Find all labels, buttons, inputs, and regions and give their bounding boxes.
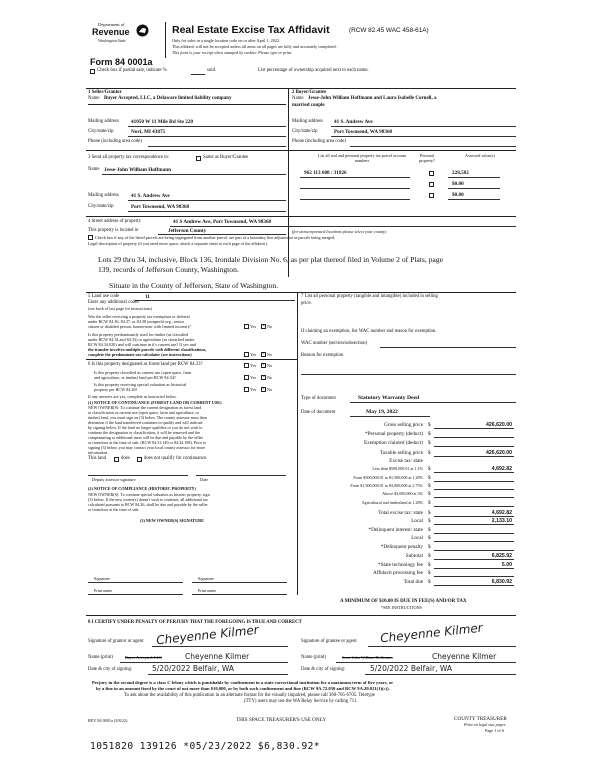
deputy-signature-label: Deputy assessor signature <box>92 477 136 482</box>
minimum-due-note: A MINIMUM OF $10.00 IS DUE IN FEE(S) AND/OR TAX <box>340 599 467 604</box>
currency-symbol: $ <box>428 570 431 576</box>
buyer-city: Port Townsend, WA 98368 <box>334 129 393 135</box>
historic-question: property per RCW 84.26? <box>94 387 138 392</box>
yes-label: Yes <box>250 363 257 368</box>
tax-corr-label: 3 Send all property tax correspondence to: <box>88 155 170 160</box>
calc-label: *Delinquent interest: state <box>368 527 423 533</box>
currency-symbol: $ <box>428 431 431 437</box>
document-date-label: Date of document <box>301 410 336 415</box>
calc-label: *Personal property (deduct) <box>365 431 423 437</box>
grantee-signature-label: Signature of grantee or agent <box>301 639 357 644</box>
currency-symbol: $ <box>428 544 431 550</box>
treasurer-use-only: THIS SPACE TREASURER'S USE ONLY <box>236 717 327 723</box>
partial-sale-sold: sold. <box>207 68 217 73</box>
tax-corr-mailing-label: Mailing address <box>88 193 119 198</box>
signature-label-2: Signature <box>198 576 215 581</box>
currency-symbol: $ <box>428 553 431 559</box>
grantee-name-print-label: Name (print) <box>301 655 326 660</box>
print-name-label-2: Print name <box>198 588 217 593</box>
personal-property-checkbox[interactable] <box>429 171 434 176</box>
document-date: May 19, 2022 <box>366 409 398 415</box>
forest-yes-checkbox[interactable] <box>244 363 249 368</box>
currency-symbol: $ <box>428 579 431 585</box>
grantor-name-struck: Buyer Accepted, LLC <box>125 655 162 660</box>
unincorporated-note: (for unincorporated locations please select your county) <box>292 229 387 234</box>
seller-mailing-label: Mailing address <box>88 119 119 124</box>
grantor-name-print: Cheyenne Kilmer <box>185 652 250 661</box>
buyer-phone-label: Phone (including area code) <box>292 139 346 144</box>
forest-no-checkbox[interactable]: × <box>262 363 265 368</box>
current-use-no-checkbox[interactable]: × <box>262 375 265 380</box>
calc-amount: 426,620.00 <box>486 422 512 428</box>
notice1-title: (1) NOTICE OF CONTINUANCE (FOREST LAND OR CURRENT USE) <box>88 400 222 405</box>
currency-symbol: $ <box>428 491 431 497</box>
personal-property-checkbox[interactable] <box>429 182 434 187</box>
calc-label: Total excise tax: state <box>378 510 423 516</box>
historic-question: Is this property receiving special valuation as historical <box>94 382 187 387</box>
calc-amount: 4,692.82 <box>491 466 512 472</box>
perjury-line1: Perjury in the second degree is a class C felony which is punishable by confinement in a state correctional institution for a maximum term of five years, or <box>92 680 394 685</box>
buyer-name-label: Name <box>292 96 304 101</box>
currency-symbol: $ <box>428 535 431 541</box>
grantee-signature: Cheyenne Kilmer <box>379 620 484 646</box>
partial-sale-checkbox[interactable] <box>90 69 95 74</box>
this-land-label: This land <box>88 456 106 461</box>
agency-line1: Department of <box>98 22 125 27</box>
notice2-line: NEW OWNER(S): To continue special valuation as historic property, sign <box>88 492 210 497</box>
calc-label: Less than $500,000.01 at 1.1% <box>372 466 423 471</box>
answer-note: If any answers are yes, complete as instructed below. <box>88 394 177 399</box>
notice1-line: NEW OWNER(S): To continue the current designation as forest land <box>88 405 202 410</box>
exemption-question: citizen or disabled person, homeowner with limited income)? <box>88 324 191 329</box>
calc-amount: 426,620.00 <box>486 450 512 456</box>
calc-label: Exemption claimed (deduct) <box>363 440 423 446</box>
legal-paper-note: Print on legal size paper. <box>464 722 506 727</box>
located-in-label: This property is located in <box>88 228 139 233</box>
tax-corr-name-label: Name <box>88 167 100 172</box>
calc-amount: 4,692.82 <box>491 510 512 516</box>
no-label: No <box>267 387 273 392</box>
legal-description-label: Legal description of property (if you need more space, attach a separate sheet to each page of the affidavit). <box>88 241 268 246</box>
wac-number-label: WAC number (section/subsection) <box>301 341 368 346</box>
timber-question: under RCW 84.34 and 84.33) or agriculture (as classified under <box>88 337 195 342</box>
historic-yes-checkbox[interactable] <box>244 387 249 392</box>
notice1-line: signing (3) below, you may contact your local county assessor for more <box>88 445 206 450</box>
washington-seal-icon <box>136 24 149 37</box>
tax-corr-name: Jesse-John William Hoffmann <box>104 167 171 173</box>
instruction-1: Only for sales in a single location code on or after April 1, 2022. <box>172 38 281 43</box>
yes-label: Yes <box>250 324 257 329</box>
document-type-label: Type of document <box>301 396 336 401</box>
form-number: Form 84 0001a <box>90 57 153 67</box>
buyer-section-label: 2 Buyer/Grantee <box>292 90 327 95</box>
county: Jefferson County <box>168 228 207 234</box>
currency-symbol: $ <box>428 527 431 533</box>
calc-label: *Delinquent penalty <box>380 544 423 550</box>
alt-format-note: To ask about the availability of this publication in an alternate format for the visually impaired, please call 360-705-6705. Teletype <box>124 693 375 698</box>
personal-property-checkbox[interactable] <box>429 193 434 198</box>
legal-description-line2: 139, records of Jefferson County, Washington. <box>98 265 239 274</box>
currency-symbol: $ <box>428 500 431 506</box>
parcel-header-assessed: Assessed value(s) <box>465 153 495 158</box>
instruction-2: This affidavit will not be accepted unless all areas on all pages are fully and accurately completed. <box>172 44 337 49</box>
exemption-reason-label: Reason for exemption <box>301 353 344 358</box>
buyer-city-label: City/state/zip <box>292 129 318 134</box>
notice2-line: (3) below. If the new owner(s) doesn't wish to continue, all additional tax <box>88 497 208 502</box>
price-label: price. <box>301 301 312 306</box>
currency-symbol: $ <box>428 440 431 446</box>
calc-amount: 6,830.92 <box>491 579 512 585</box>
document-type: Statutory Warranty Deed <box>358 395 420 401</box>
currency-symbol: $ <box>428 450 431 456</box>
exemption-yes-checkbox[interactable] <box>244 324 249 329</box>
dor-logo <box>90 22 162 50</box>
grantee-date-city: 5/20/2022 Belfair, WA <box>370 664 452 673</box>
currency-symbol: $ <box>428 510 431 516</box>
timber-question: Is this property predominantly used for timber (as classified <box>88 332 189 337</box>
currency-symbol: $ <box>428 466 431 472</box>
notice1-line: continue the designation or classification, it will be removed and the <box>88 430 200 435</box>
buyer-name-line2: married couple <box>292 103 325 108</box>
tax-corr-mailing: 41 S. Andrew Ave <box>131 193 170 199</box>
street-address: 41 S Andrew Ave, Port Townsend, WA 98368 <box>173 219 272 225</box>
form-revision: REV 84 0001a (3/8/22) <box>88 718 128 723</box>
no-label: No <box>267 363 273 368</box>
see-instructions: *SEE INSTRUCTIONS <box>381 605 422 610</box>
calc-label: *State technology fee <box>378 562 423 568</box>
no-label: No <box>267 375 273 380</box>
exemption-question: under RCW 84.36, 84.37, or 84.38 (nonprofit org., senior <box>88 319 185 324</box>
notice1-line: or transferor at the time of sale. (RCW 84.33.140 or 84.34.108). Prior to <box>88 440 207 445</box>
calc-label: From $1,500,000.01 to $3,000,000 at 2.75% <box>350 483 423 488</box>
calc-label: Taxable selling price <box>379 450 423 456</box>
ownership-note: List percentage of ownership acquired next to each name. <box>258 68 369 73</box>
grantor-signature: Cheyenne Kilmer <box>155 622 260 648</box>
assessed-value: 228,582 <box>452 170 469 176</box>
same-as-buyer-label: Same as Buyer/Grantee <box>203 155 249 160</box>
partial-sale-label: Check box if partial sale, indicate % <box>97 68 167 73</box>
does-not-checkbox[interactable] <box>137 457 142 462</box>
deputy-date-label: Date <box>200 477 208 482</box>
legal-description-line1: Lots 29 thru 34, inclusive, Block 136, Irondale Division No. 6, as per plat thereof filed in Volume 2 of Plats, page <box>98 255 443 264</box>
timber-question: complete the predominate use calculator (see instructions) <box>88 352 192 357</box>
exemption-question: Was the seller receiving a property tax exemption or deferral <box>88 314 190 319</box>
form-citation: (RCW 82.45 WAC 458-61A) <box>349 27 429 34</box>
land-use-label: 5 Land use code <box>88 294 120 299</box>
historic-no-checkbox[interactable]: × <box>262 387 265 392</box>
notice1-line: by signing below. If the land no longer qualifies or you do not wish to <box>88 425 203 430</box>
agency-state: Washington State <box>98 38 126 43</box>
calc-amount: 2,133.10 <box>491 518 512 524</box>
calc-label: Gross selling price <box>384 422 423 428</box>
notice1-line: determine if the land transferred continues to qualify and will indicate <box>88 420 203 425</box>
seller-city-label: City/state/zip <box>88 129 114 134</box>
yes-label: Yes <box>250 352 257 357</box>
does-label: does <box>121 456 130 461</box>
current-use-yes-checkbox[interactable] <box>244 375 249 380</box>
seller-section-label: 1 Seller/Grantor <box>88 90 122 95</box>
buyer-mailing: 41 S. Andrew Ave <box>334 119 373 125</box>
parcel-header-list: List all real and personal property tax parcel account numbers <box>317 153 407 163</box>
yes-label: Yes <box>250 375 257 380</box>
same-as-buyer-checkbox[interactable] <box>196 156 201 161</box>
currency-symbol: $ <box>428 562 431 568</box>
calc-label: Total due <box>403 579 423 585</box>
instruction-3: This form is your receipt when stamped by cashier. Please type or print. <box>172 50 293 55</box>
exemption-no-checkbox[interactable]: × <box>262 324 265 329</box>
current-use-question: Is this property classified as current use (open space, farm <box>94 370 192 375</box>
timber-no-checkbox[interactable]: × <box>262 352 265 357</box>
county-treasurer: COUNTY TREASURER <box>454 716 507 722</box>
no-label: No <box>267 352 273 357</box>
form-title: Real Estate Excise Tax Affidavit <box>172 24 330 36</box>
signature-label-1: Signature <box>94 576 111 581</box>
personal-property-list-label: 7 List all personal property (tangible and intangible) included in selling <box>301 294 438 299</box>
new-owner-signature-label: (3) NEW OWNER(S) SIGNATURE <box>140 518 204 523</box>
seller-name: Buyer Accepted, LLC, a Delaware limited liability company <box>104 96 232 101</box>
grantee-name-struck: Jesse-John William Hoffmann <box>342 655 393 660</box>
timber-question: RCW 84.34.020) and will continue in it's current use? If yes and <box>88 342 196 347</box>
additional-codes-label: Enter any additional codes <box>88 300 140 305</box>
exemption-instruction: If claiming an exemption, list WAC number and reason for exemption. <box>301 329 437 334</box>
calc-label: Subtotal <box>405 553 423 559</box>
grantor-name-print-label: Name (print) <box>88 655 113 660</box>
situate-line: Situate in the County of Jefferson, State of Washington. <box>109 281 279 290</box>
segregated-label: Check box if any of the listed parcels are being segregated from another parcel, are part of a boundary line adjustment or parcels being merged. <box>95 235 336 240</box>
currency-symbol: $ <box>428 475 431 481</box>
notice1-line: compensating or additional taxes will be due and payable by the seller <box>88 435 203 440</box>
grantee-name-print: Cheyenne Kilmer <box>432 652 497 661</box>
seller-mailing: 41050 W 11 Mile Rd Ste 220 <box>131 119 194 125</box>
segregated-checkbox[interactable] <box>88 235 93 240</box>
grantee-date-city-label: Date & city of signing: <box>301 667 346 672</box>
forest-land-question: 6 Is this property designated as forest land per RCW 84.33? <box>88 362 203 367</box>
notice2-line: calculated pursuant to RCW 84.26, shall be due and payable by the seller <box>88 502 208 507</box>
land-use-code: 11 <box>145 294 150 300</box>
notice1-line: information. <box>88 450 109 455</box>
calc-amount: 5.00 <box>501 562 512 568</box>
notice1-line: timber) land, you must sign on (3) below. The county assessor must then <box>88 415 207 420</box>
timber-yes-checkbox[interactable] <box>244 352 249 357</box>
perjury-line2: by a fine in an amount fixed by the court of not more than $10,000, or by both such confinement and fine (RCW 9A.72.030 and RCW 9A.20.021(1)(c)). <box>96 686 390 691</box>
treasurer-receipt-stamp: 1051820 139126 *05/23/2022 $6,830.92* <box>90 741 321 752</box>
does-checkbox[interactable] <box>114 457 119 462</box>
currency-symbol: $ <box>428 422 431 428</box>
currency-symbol: $ <box>428 518 431 524</box>
grantor-date-city-label: Date & city of signing: <box>88 667 133 672</box>
buyer-name-line1: Jesse-John William Hoffmann and Laura Isabelle Cornell, a <box>308 96 437 101</box>
parcel-number: 962 113 608 / 31826 <box>304 170 347 176</box>
currency-symbol: $ <box>428 483 431 489</box>
calc-label: Local <box>411 518 423 524</box>
grantor-date-city: 5/20/2022 Belfair, WA <box>152 664 234 673</box>
notice1-line: or classification as current use (open space, farm and agriculture, or <box>88 410 199 415</box>
calc-label: Excise tax: state <box>389 458 423 464</box>
parcel-header-personal: Personal property? <box>418 153 436 163</box>
tax-corr-city: Port Townsend, WA 98368 <box>131 204 190 210</box>
calc-label: Local <box>411 535 423 541</box>
calc-label: Agricultural and timberland at 1.28% <box>361 500 423 505</box>
agency-revenue: Revenue <box>92 27 130 37</box>
buyer-mailing-label: Mailing address <box>292 119 323 124</box>
no-label: No <box>267 324 273 329</box>
does-not-label: does not qualify for continuance. <box>144 456 208 461</box>
see-back-note: (see back of last page for instructions) <box>88 306 152 311</box>
assessed-value: $0.00 <box>452 181 464 187</box>
tax-corr-city-label: City/state/zip <box>88 204 114 209</box>
yes-label: Yes <box>250 387 257 392</box>
timber-question: the transfer involves multiple parcels with different classifications, <box>88 347 207 352</box>
certify-statement: 8 I CERTIFY UNDER PENALTY OF PERJURY THAT THE FOREGOING IS TRUE AND CORRECT <box>88 620 302 625</box>
notice2-title: (2) NOTICE OF COMPLIANCE (HISTORIC PROPERTY) <box>88 486 196 491</box>
assessed-value: $0.00 <box>452 192 464 198</box>
calc-label: From $500,000.01 to $1,500,000 at 1.28% <box>353 475 423 480</box>
seller-city: Novi, MI 43875 <box>131 129 166 135</box>
tty-note: (TTY) users may use the WA Relay Service by calling 711. <box>244 699 358 704</box>
calc-amount: 6,825.92 <box>491 553 512 559</box>
grantor-signature-label: Signature of grantor or agent <box>88 639 144 644</box>
calc-label: Affidavit processing fee <box>372 570 423 576</box>
notice2-line: or transferor at the time of sale. <box>88 507 140 512</box>
seller-name-label: Name <box>88 96 100 101</box>
calc-label: Above $3,000,000 at 3% <box>382 491 423 496</box>
current-use-question: and agriculture, or timber) land per RCW 84.34? <box>94 375 176 380</box>
seller-phone-label: Phone (including area code) <box>88 139 142 144</box>
page-number: Page 1 of 6 <box>485 728 504 733</box>
street-address-label: 4 Street address of property <box>88 219 142 224</box>
print-name-label-1: Print name <box>94 588 113 593</box>
